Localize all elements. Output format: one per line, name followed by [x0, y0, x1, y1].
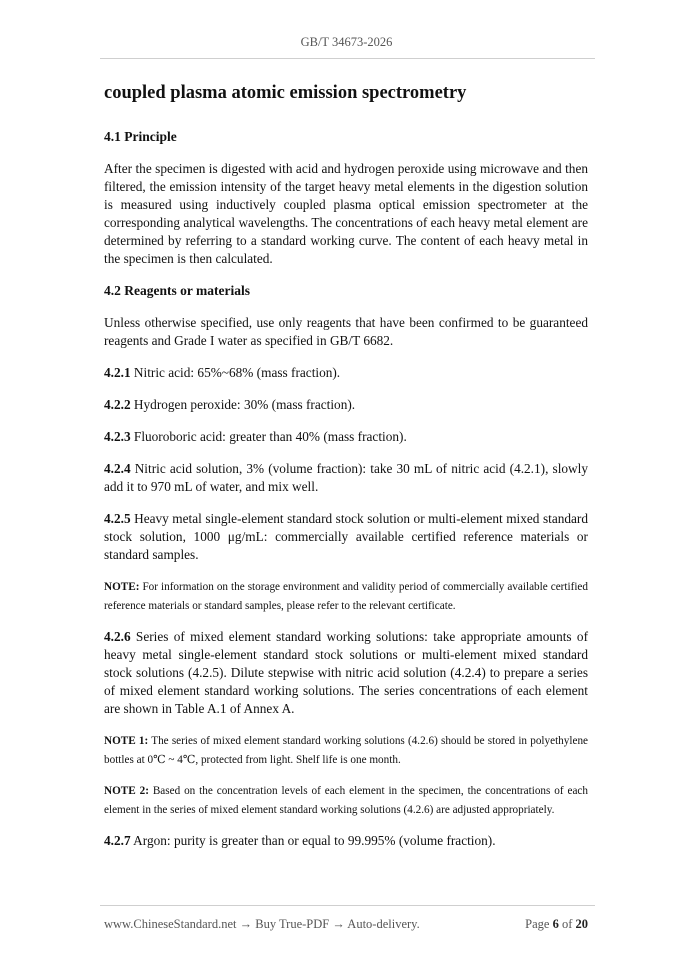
note-label: NOTE: — [104, 581, 140, 593]
note-text: Based on the concentration levels of each element in the specimen, the concentrations of each element in the series of mixed element standard working solutions (4.2.6) are adjusted appropriately. — [104, 785, 588, 816]
clause-text: Nitric acid solution, 3% (volume fraction): take 30 mL of nitric acid (4.2.1), slowly add it to 970 mL of water, and mix well. — [104, 461, 588, 494]
reagents-intro-paragraph: Unless otherwise specified, use only reagents that have been confirmed to be guaranteed reagents and Grade I water as specified in GB/T 6682. — [104, 315, 588, 348]
clause-text: Argon: purity is greater than or equal to 99.995% (volume fraction). — [130, 833, 496, 848]
footer-site-link[interactable]: www.ChineseStandard.net → Buy True-PDF → Auto-delivery. — [104, 917, 420, 931]
clause-4-2-3 — [104, 428, 588, 446]
note-certified-reference — [104, 578, 588, 616]
note-label: NOTE 1: — [104, 735, 149, 747]
principle-paragraph: After the specimen is digested with acid and hydrogen peroxide using microwave and then filtered, the emission intensity of the target heavy metal elements in the digestion solution is measured using inductively coupled plasma optical emission spectrometer at the corresponding analytical wavelengths. The concentrations of each heavy metal element are determined by referring to a standard working curve. The content of each heavy metal in the specimen is then calculated. — [104, 161, 588, 266]
clause-4-2-5 — [104, 510, 588, 564]
clause-4-2-4 — [104, 460, 588, 496]
page-title: coupled plasma atomic emission spectrometry — [104, 83, 467, 103]
note-text: For information on the storage environment and validity period of commercially available certified reference materials or standard samples, please refer to the relevant certificate. — [104, 581, 588, 612]
clause-4-2-7 — [104, 832, 588, 850]
section-heading-reagents: 4.2 Reagents or materials — [104, 283, 250, 298]
clause-4-2-6 — [104, 628, 588, 718]
page-header: GB/T 34673-2026 — [300, 35, 393, 49]
note-2-concentration — [104, 782, 588, 820]
note-label: NOTE 2: — [104, 785, 149, 797]
footer-divider — [100, 905, 595, 906]
page-content — [104, 80, 588, 864]
page-number — [525, 917, 588, 932]
clause-text: Hydrogen peroxide: 30% (mass fraction). — [130, 397, 356, 412]
page-current: 6 — [552, 917, 559, 931]
clause-number: 4.2.2 — [104, 397, 131, 412]
note-1-storage — [104, 732, 588, 770]
clause-number: 4.2.4 — [104, 461, 131, 476]
clause-number: 4.2.3 — [104, 429, 131, 444]
clause-text: Series of mixed element standard working solutions: take appropriate amounts of heavy metal single-element standard stock solutions or multi-element mixed standard stock solutions (4.2.5). Dilute stepwise with nitric acid solution (4.2.4) to prepare a series of mixed element standard working solutions. The series concentrations of each element are shown in Table A.1 of Annex A. — [104, 629, 588, 716]
clause-text: Fluoroboric acid: greater than 40% (mass fraction). — [130, 429, 407, 444]
clause-number: 4.2.1 — [104, 365, 131, 380]
header-divider — [100, 58, 595, 59]
page-of: of — [561, 917, 573, 931]
clause-number: 4.2.7 — [104, 833, 131, 848]
clause-4-2-2 — [104, 396, 588, 414]
clause-text: Nitric acid: 65%~68% (mass fraction). — [130, 365, 341, 380]
clause-text: Heavy metal single-element standard stock solution or multi-element mixed standard stock solution, 1000 μg/mL: commercially available certified reference materials or standard samples. — [104, 511, 588, 562]
page-word: Page — [525, 917, 550, 931]
section-heading-principle: 4.1 Principle — [104, 129, 177, 144]
clause-4-2-1 — [104, 364, 588, 382]
clause-number: 4.2.6 — [104, 629, 131, 644]
page-total: 20 — [575, 917, 588, 931]
note-text: The series of mixed element standard working solutions (4.2.6) should be stored in polyethylene bottles at 0℃ ~ 4℃, protected from light. Shelf life is one month. — [104, 735, 589, 766]
clause-number: 4.2.5 — [104, 511, 131, 526]
